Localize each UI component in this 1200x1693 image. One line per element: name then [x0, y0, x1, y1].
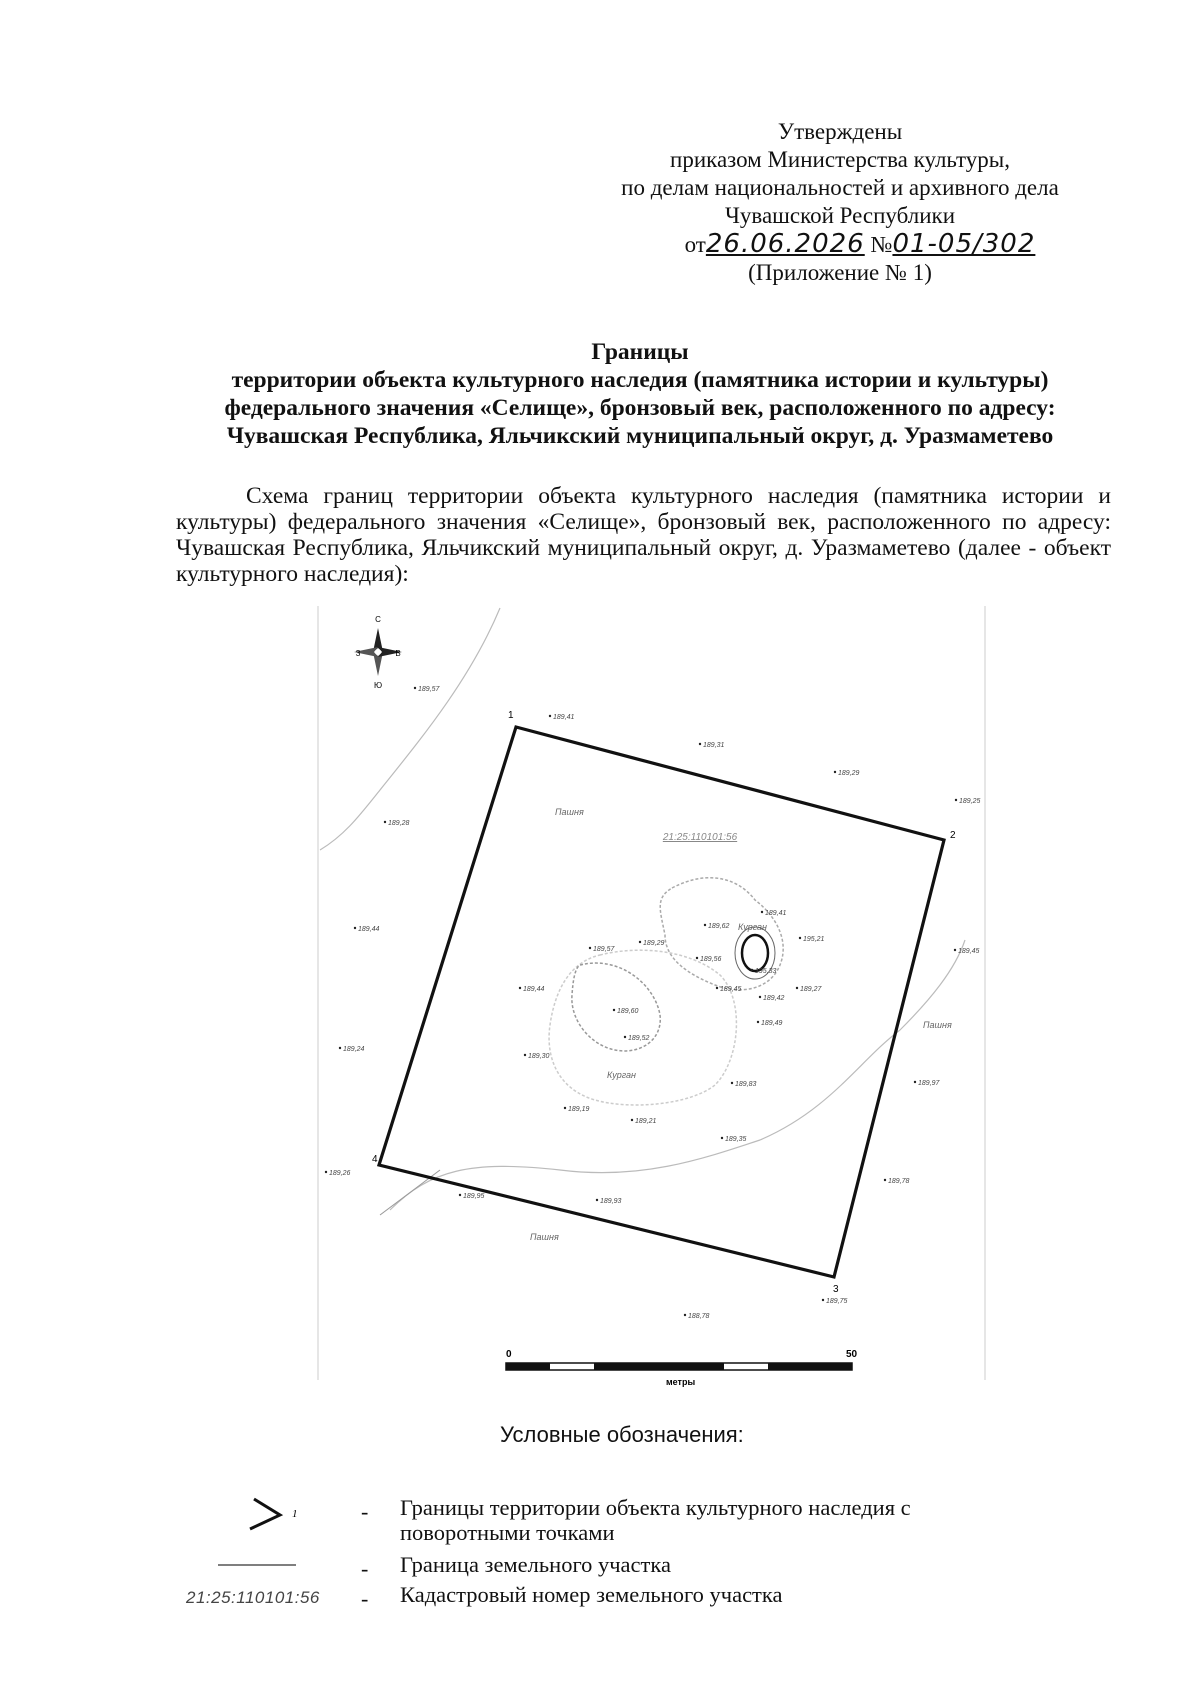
spot-height-mark [954, 949, 956, 951]
compass-west: З [355, 649, 361, 658]
handwritten-date: 26.06.2026 [705, 229, 865, 259]
title-line-1: Границы [591, 339, 689, 365]
handwritten-number: 01-05/302 [892, 229, 1036, 259]
spot-height-label: 189,56 [700, 956, 722, 963]
spot-height-mark [731, 1082, 733, 1084]
spot-height-label: 189,52 [628, 1035, 650, 1042]
spot-height-label: 195,21 [803, 936, 825, 943]
spot-height-label: 189,35 [725, 1136, 747, 1143]
spot-height-mark [759, 996, 761, 998]
scale-bar [506, 1349, 858, 1387]
appendix-label: (Приложение № 1) [748, 260, 932, 285]
spot-height-mark [914, 1081, 916, 1083]
spot-height-mark [699, 743, 701, 745]
spot-height-label: 189,26 [329, 1170, 351, 1177]
turning-point-1: 1 [508, 710, 514, 721]
spot-height-mark [631, 1119, 633, 1121]
spot-height-label: 189,97 [918, 1080, 940, 1087]
spot-height-label: 195,33 [755, 968, 777, 975]
scale-unit: метры [666, 1377, 696, 1387]
spot-height-mark [704, 924, 706, 926]
spot-height-mark [834, 771, 836, 773]
spot-height-label: 189,41 [553, 714, 575, 721]
legend-dash-3: - [361, 1586, 369, 1611]
spot-height-label: 189,45 [720, 986, 742, 993]
spot-height-label: 189,75 [826, 1298, 848, 1305]
compass-east: В [395, 649, 401, 658]
spot-height-label: 189,83 [735, 1081, 757, 1088]
turning-point-3: 3 [833, 1284, 839, 1295]
approval-block [560, 118, 1120, 287]
spot-height-mark [822, 1299, 824, 1301]
legend-heading: Условные обозначения: [500, 1422, 744, 1447]
legend-point-label: 1 [292, 1508, 298, 1520]
spot-height-mark [955, 799, 957, 801]
spot-height-mark [684, 1314, 686, 1316]
spot-height-mark [549, 715, 551, 717]
label-pashnya-2: Пашня [923, 1020, 952, 1030]
spot-height-label: 188,78 [688, 1313, 710, 1320]
spot-height-label: 189,31 [703, 742, 725, 749]
turning-point-2: 2 [950, 830, 956, 841]
turning-point-4: 4 [372, 1154, 378, 1165]
number-prefix: № [870, 232, 893, 257]
road-line-north [320, 608, 500, 850]
boundary-map [313, 600, 993, 1400]
spot-height-mark [696, 957, 698, 959]
spot-height-mark [716, 987, 718, 989]
spot-height-label: 189,30 [528, 1053, 550, 1060]
boundary-point-symbol-icon [240, 1495, 310, 1535]
document-title [140, 338, 1140, 450]
spot-height-mark [564, 1107, 566, 1109]
spot-height-label: 189,78 [888, 1178, 910, 1185]
spot-height-mark [613, 1009, 615, 1011]
spot-height-mark [639, 941, 641, 943]
label-kurgan-2: Курган [738, 922, 768, 932]
compass-north: С [375, 615, 381, 624]
legend-dash-2: - [361, 1556, 369, 1581]
spot-height-mark [799, 937, 801, 939]
label-kurgan-1: Курган [607, 1070, 637, 1080]
legend-text-boundary: Границы территории объекта культурного наследия с поворотными точками [400, 1495, 911, 1545]
spot-height-label: 189,29 [643, 940, 665, 947]
title-line-4: Чувашская Республика, Яльчикский муниципальный округ, д. Уразмаметево [226, 423, 1054, 449]
label-pashnya-1: Пашня [555, 807, 584, 817]
spot-height-label: 189,25 [959, 798, 981, 805]
spot-height-label: 189,95 [463, 1193, 485, 1200]
approval-line-3: по делам национальностей и архивного дела [621, 175, 1059, 200]
legend-dash-1: - [361, 1499, 369, 1524]
spot-height-label: 189,49 [761, 1020, 783, 1027]
spot-height-mark [384, 821, 386, 823]
spot-height-mark [519, 987, 521, 989]
label-pashnya-3: Пашня [530, 1232, 559, 1242]
spot-height-mark [757, 1021, 759, 1023]
approval-date-line [560, 230, 1120, 259]
spot-height-mark [796, 987, 798, 989]
spot-height-mark [761, 911, 763, 913]
map-cadastral-number: 21:25:110101:56 [662, 832, 738, 843]
spot-height-mark [624, 1036, 626, 1038]
spot-heights-group [325, 686, 981, 1320]
spot-height-mark [596, 1199, 598, 1201]
spot-height-label: 189,24 [343, 1046, 365, 1053]
spot-height-label: 189,19 [568, 1106, 590, 1113]
spot-height-label: 189,57 [593, 946, 615, 953]
approval-line-2: приказом Министерства культуры, [670, 147, 1010, 172]
spot-height-mark [339, 1047, 341, 1049]
spot-height-label: 189,44 [523, 986, 545, 993]
spot-height-label: 189,28 [388, 820, 410, 827]
legend-text-cadastral: Кадастровый номер земельного участка [400, 1582, 783, 1607]
contour-mound-outer [549, 950, 736, 1105]
spot-height-mark [414, 687, 416, 689]
description-text: Схема границ территории объекта культурного наследия (памятника истории и культуры) федерального значения «Селище», бронзовый век, расположенного по адресу: Чувашская Республика, Яльчикский муниципальный округ, д. Уразмаметево (далее - объект культурного наследия): [176, 483, 1111, 587]
legend-cadastral-sample: 21:25:110101:56 [186, 1588, 320, 1607]
parcel-line-symbol-icon [218, 1562, 298, 1568]
spot-height-mark [721, 1137, 723, 1139]
compass-south: Ю [373, 681, 383, 690]
spot-height-label: 189,93 [600, 1198, 622, 1205]
date-prefix: от [684, 232, 706, 257]
spot-height-mark [751, 969, 753, 971]
spot-height-mark [589, 947, 591, 949]
spot-height-mark [354, 927, 356, 929]
spot-height-mark [325, 1171, 327, 1173]
spot-height-label: 189,57 [418, 686, 440, 693]
spot-height-label: 189,42 [763, 995, 785, 1002]
spot-height-label: 189,44 [358, 926, 380, 933]
legend-text-parcel: Граница земельного участка [400, 1552, 671, 1577]
spot-height-label: 189,41 [765, 910, 787, 917]
title-line-2: территории объекта культурного наследия (памятника истории и культуры) [231, 367, 1049, 393]
spot-height-label: 189,60 [617, 1008, 639, 1015]
road-line-south [390, 940, 965, 1210]
scale-end: 50 [846, 1349, 858, 1360]
compass-rose-icon [354, 615, 402, 690]
spot-height-label: 189,62 [708, 923, 730, 930]
approval-line-4: Чувашской Республики [724, 203, 956, 228]
spot-height-mark [884, 1179, 886, 1181]
spot-height-label: 189,45 [958, 948, 980, 955]
spot-height-label: 189,27 [800, 986, 822, 993]
description-paragraph [176, 483, 1111, 587]
mound-top-outline [742, 935, 768, 971]
title-line-3: федерального значения «Селище», бронзовый век, расположенного по адресу: [224, 395, 1056, 421]
spot-height-mark [459, 1194, 461, 1196]
spot-height-label: 189,29 [838, 770, 860, 777]
spot-height-mark [524, 1054, 526, 1056]
approval-line-1: Утверждены [777, 119, 903, 144]
scale-start: 0 [506, 1349, 512, 1360]
spot-height-label: 189,21 [635, 1118, 657, 1125]
